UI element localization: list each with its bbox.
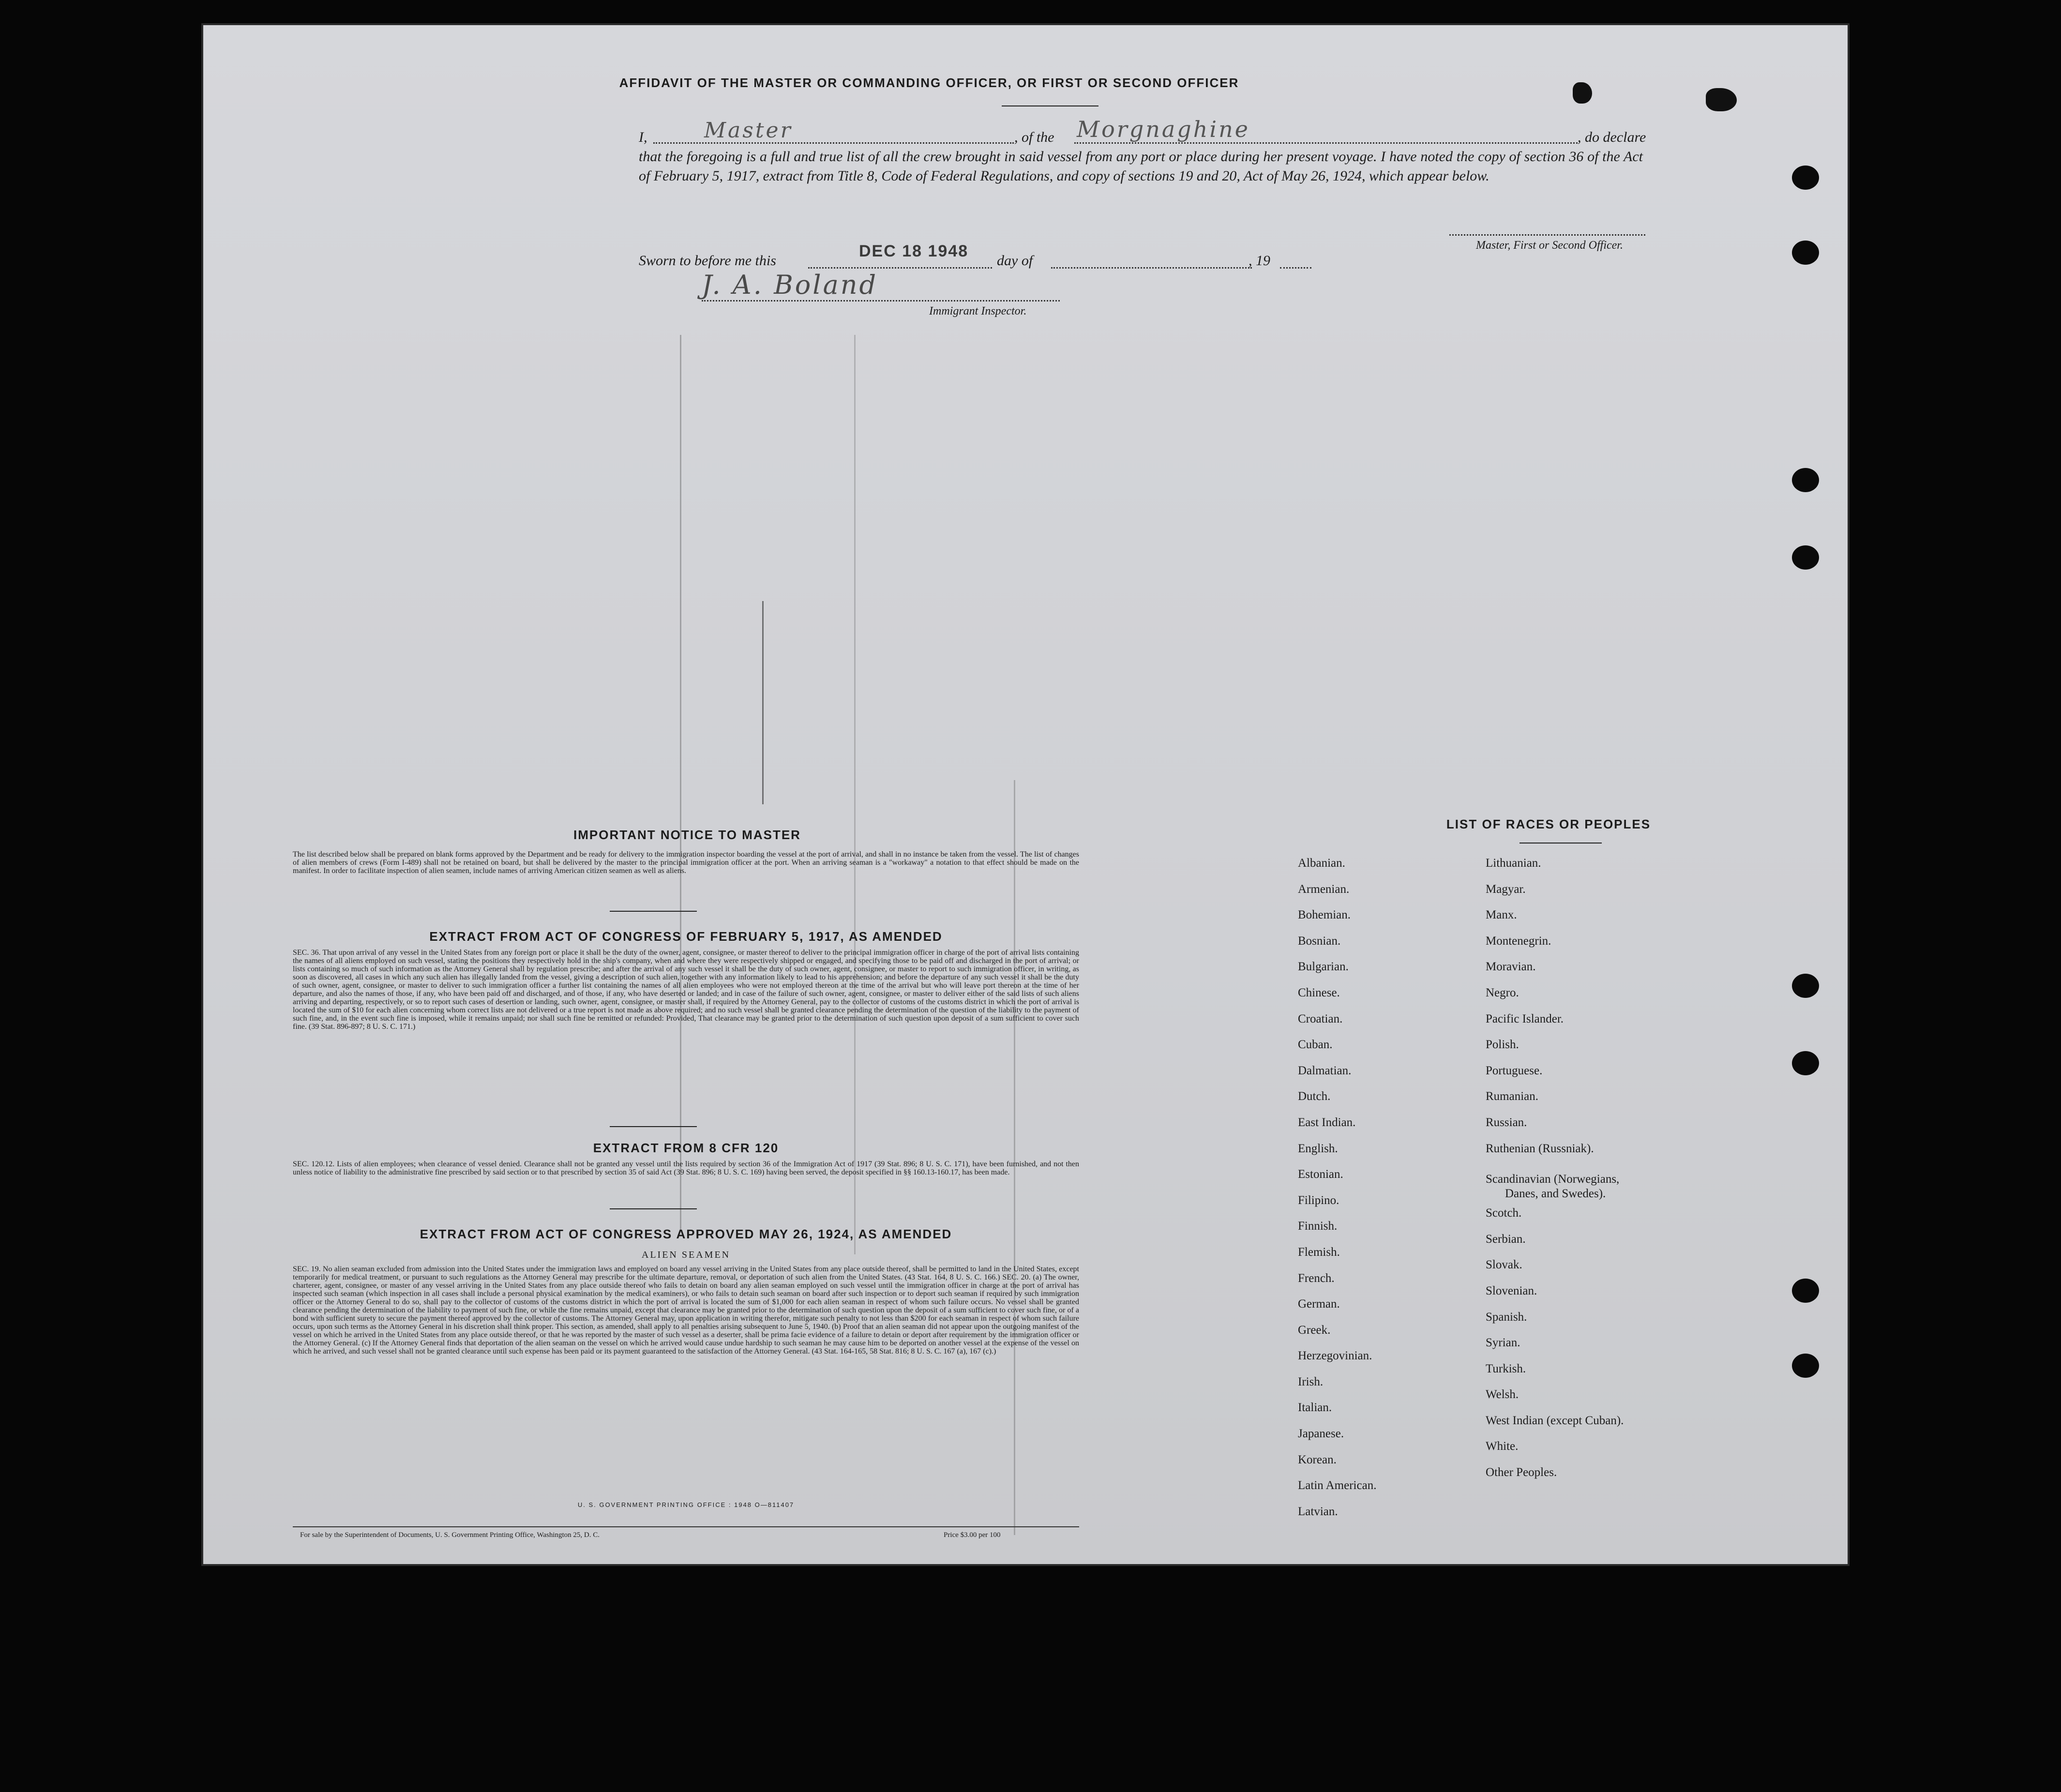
notice-body: The list described below shall be prepared on blank forms approved by the Department and be ready for delivery to the immigration inspector boarding the vessel at the port of arrival, and shall in no instance be taken from the vessel. The list of changes of alien members of crews (Form I-489) shall not be retained on board, but shall be delivered by the master to the principal immigration officer at the port. When an arriving seaman is a "workaway" a notation to that effect should be made on the manifest. In order to facilitate inspection of alien seamen, include names of arriving American citizen seamen as well as aliens. (293, 850, 1079, 875)
divider (610, 911, 697, 912)
race-item: Magyar. (1486, 882, 1526, 896)
affidavit-body: that the foregoing is a full and true list of all the crew brought in said vessel from any port or place during her present voyage. I have noted the copy of section 36 of the Act of February 5, 1917, extract from Title 8, Code of Federal Regulations, and copy of sections 19 and 20, Act of May 26, 1924, which appear below. (639, 149, 1643, 184)
paper-mark (680, 335, 681, 1230)
race-item: Scandinavian (Norwegians, (1486, 1173, 1620, 1186)
sworn-prefix: Sworn to before me this (639, 253, 776, 269)
race-item: Bulgarian. (1298, 960, 1349, 974)
year-prefix: , 19 (1249, 253, 1270, 269)
paper-mark (762, 601, 764, 804)
race-item: Portuguese. (1486, 1064, 1543, 1077)
race-item: Syrian. (1486, 1336, 1520, 1350)
race-item: Montenegrin. (1486, 934, 1551, 948)
race-item: French. (1298, 1271, 1335, 1285)
officer-signature-line (1449, 234, 1645, 236)
officer-caption: Master, First or Second Officer. (1476, 239, 1623, 252)
races-right-column (1486, 857, 1624, 1492)
paper-mark (1014, 780, 1015, 1535)
race-item: West Indian (except Cuban). (1486, 1414, 1624, 1427)
inspector-caption: Immigrant Inspector. (929, 305, 1027, 317)
inspector-line (702, 300, 1060, 301)
race-item: Cuban. (1298, 1038, 1333, 1052)
race-item: Spanish. (1486, 1310, 1527, 1324)
race-item: Japanese. (1298, 1427, 1344, 1441)
race-item: German. (1298, 1297, 1340, 1311)
affidavit-title: AFFIDAVIT OF THE MASTER OR COMMANDING OFFICER, OR FIRST OR SECOND OFFICER (619, 75, 1239, 90)
race-item: Scotch. (1486, 1206, 1522, 1220)
footer-price: Price $3.00 per 100 (944, 1531, 1001, 1539)
race-item: Slovak. (1486, 1258, 1522, 1272)
race-item: Croatian. (1298, 1012, 1343, 1025)
race-item: Filipino. (1298, 1193, 1339, 1207)
race-item: Danes, and Swedes). (1505, 1187, 1606, 1201)
race-item: Ruthenian (Russniak). (1486, 1142, 1594, 1155)
document-page (203, 25, 1848, 1564)
race-item: Serbian. (1486, 1232, 1526, 1246)
race-item: Korean. (1298, 1453, 1337, 1466)
divider (610, 1208, 697, 1209)
binder-hole (1792, 241, 1819, 265)
race-item: Greek. (1298, 1323, 1331, 1337)
race-item: Irish. (1298, 1375, 1324, 1388)
notice-title: IMPORTANT NOTICE TO MASTER (573, 828, 801, 842)
race-item: Polish. (1486, 1038, 1519, 1052)
extract1924-title: EXTRACT FROM ACT OF CONGRESS APPROVED MAY 26, 1924, AS AMENDED (420, 1227, 952, 1241)
binder-hole (1792, 1279, 1819, 1303)
race-item: Welsh. (1486, 1388, 1519, 1401)
inspector-signature: J. A. Boland (702, 270, 878, 300)
extract1917-body: SEC. 36. That upon arrival of any vessel in the United States from any foreign port or place it shall be the duty of the owner, agent, consignee, or master thereof to deliver to the principal immigration officer in charge of the port of arrival lists containing the names of all aliens employed on such vessel, stating the positions they respectively hold in the ship's company, when and where they were respectively shipped or engaged, and specifying those to be paid off and discharged in the port of arrival; or lists containing so much of such information as the Attorney General shall by regulation prescribe; and after the arrival of any such vessel it shall be the duty of such owner, agent, consignee, or master to report to such immigration officer, in writing, as soon as discovered, all cases in which any such alien has illegally landed from the vessel, giving a description of such alien, together with any information likely to lead to his apprehension; and before the departure of any such vessel it shall be the duty of such owner, agent, consignee, or master to deliver to such immigration officer a further list containing the names of all alien employees who were not employed thereon at the time of the arrival but who will leave port thereon at the time of her departure, and also the names of those, if any, who have been paid off and discharged, and of those, if any, who have deserted or landed; and in case of the failure of such owner, agent, consignee, or master to deliver either of the said lists of such aliens arriving and departing, respectively, or so to report such cases of desertion or landing, such owner, agent, consignee, or master shall, if required by the Attorney General, pay to the collector of customs of the customs district in which the port of arrival is located the sum of $10 for each alien concerning whom correct lists are not delivered or a true report is not made as above required; and no such vessel shall be granted clearance pending the determination of the question of the liability to the payment of such fine, and, in the event such fine is imposed, while it remains unpaid; nor shall such fine be remitted or refunded: Provided, That clearance may be granted prior to the determination of such question upon deposit of a sum sufficient to cover such fine. (39 Stat. 896-897; 8 U. S. C. 171.) (293, 949, 1079, 1031)
month-line (1051, 267, 1252, 269)
footer-sale: For sale by the Superintendent of Documents, U. S. Government Printing Office, Washington 25, D. C. (300, 1531, 600, 1539)
binder-hole (1792, 545, 1819, 570)
race-item: Dalmatian. (1298, 1064, 1352, 1077)
binder-hole (1792, 1354, 1819, 1378)
extractcfr-body: SEC. 120.12. Lists of alien employees; when clearance of vessel denied. Clearance shall not be granted any vessel until the lists required by section 36 of the Immigration Act of 1917 (39 Stat. 896; 8 U. S. C. 171), have been furnished, and not then unless notice of liability to the administrative fine prescribed by said section or to that prescribed by section 35 of said Act (39 Stat. 896; 8 U. S. C. 169) having been served, the deposit specified in §§ 160.13-160.17, has been made. (293, 1160, 1079, 1176)
vessel-handwritten: Morgnaghine (1077, 116, 1250, 142)
race-item: Pacific Islander. (1486, 1012, 1564, 1025)
extract1917-title: EXTRACT FROM ACT OF CONGRESS OF FEBRUARY 5, 1917, AS AMENDED (429, 929, 943, 944)
race-item: White. (1486, 1440, 1519, 1453)
ink-blot (1706, 88, 1737, 111)
sworn-day-line (808, 267, 992, 269)
affidavit-of-the: , of the (1014, 129, 1054, 145)
paper-mark (854, 335, 856, 1254)
races-left-column (1298, 857, 1376, 1531)
name-handwritten: Master (704, 118, 793, 143)
binder-hole (1792, 468, 1819, 492)
printer-imprint: U. S. GOVERNMENT PRINTING OFFICE : 1948 O—811407 (577, 1501, 795, 1508)
races-title: LIST OF RACES OR PEOPLES (1446, 817, 1651, 831)
race-item: Turkish. (1486, 1362, 1526, 1375)
race-item: Italian. (1298, 1401, 1332, 1415)
race-item: Finnish. (1298, 1220, 1338, 1233)
extract1924-body: SEC. 19. No alien seaman excluded from admission into the United States under the immigration laws and employed on board any vessel arriving in the United States from any place outside thereof, shall be permitted to land in the United States, except temporarily for medical treatment, or pursuant to such regulations as the Attorney General may prescribe for the ultimate departure, removal, or deportation of such alien from the United States. (43 Stat. 164, 8 U. S. C. 166.) SEC. 20. (a) The owner, charterer, agent, consignee, or master of any vessel arriving in the United States from any place outside thereof who fails to detain on board any alien seaman employed on such vessel until the immigration officer in charge at the port of arrival has inspected such seaman (which inspection in all cases shall include a personal physical examination by the medical examiners), or who fails to detain such seaman on board after such inspection or to deport such seaman if required by such immigration officer or the Attorney General to do so, shall pay to the collector of customs of the customs district in which the port of arrival is located the sum of $1,000 for each alien seaman in respect of whom such failure occurs. No vessel shall be granted clearance pending the determination of the liability to payment of such fine, or while the fine remains unpaid, except that clearance may be granted prior to the determination of such question upon the deposit of a sum sufficient to cover such fine, or of a bond with sufficient surety to secure the payment thereof approved by the collector of customs. The Attorney General may, upon application in writing therefor, mitigate such penalty to not less than $200 for each seaman in respect of whom such failure occurs, upon such terms as the Attorney General in his discretion shall think proper. This section, as amended, shall apply to all penalties arising subsequent to June 5, 1940. (b) Proof that an alien seaman did not appear upon the outgoing manifest of the vessel on which he arrived in the United States from any place outside thereof, or that he was reported by the master of such vessel as a deserter, shall be prima facie evidence of a failure to detain or deport after requirement by the immigration officer or the Attorney General. (c) If the Attorney General finds that deportation of the alien seaman on the vessel on which he arrived would cause undue hardship to such seaman he may cause him to be deported on another vessel at the expense of the vessel on which he arrived, and such vessel shall not be granted clearance until such expense has been paid or its payment guaranteed to the satisfaction of the Attorney General. (43 Stat. 164-165, 58 Stat. 816; 8 U. S. C. 167 (a), 167 (c).) (293, 1265, 1079, 1355)
race-item: Rumanian. (1486, 1090, 1539, 1103)
race-item: Chinese. (1298, 986, 1340, 999)
race-item: Lithuanian. (1486, 857, 1541, 870)
race-item: Negro. (1486, 986, 1519, 999)
race-item: Flemish. (1298, 1245, 1340, 1259)
ink-blot (1573, 82, 1592, 104)
title-underline (1002, 105, 1098, 106)
day-of-label: day of (997, 253, 1033, 269)
extract1924-subtitle: ALIEN SEAMEN (641, 1250, 731, 1260)
race-item: English. (1298, 1142, 1338, 1155)
race-item: Other Peoples. (1486, 1466, 1557, 1479)
binder-hole (1792, 1051, 1819, 1075)
race-item: Dutch. (1298, 1090, 1331, 1103)
sworn-stamp: DEC 18 1948 (859, 242, 969, 260)
year-line (1280, 267, 1311, 269)
vessel-line (1074, 142, 1578, 144)
race-item: Herzegovinian. (1298, 1349, 1372, 1363)
race-item: Armenian. (1298, 882, 1350, 896)
race-item: Latin American. (1298, 1479, 1377, 1492)
race-item: Albanian. (1298, 857, 1345, 870)
race-item: East Indian. (1298, 1115, 1356, 1129)
race-item: Slovenian. (1486, 1284, 1537, 1297)
race-item: Latvian. (1298, 1505, 1338, 1518)
footer-line (293, 1526, 1079, 1527)
divider (610, 1126, 697, 1127)
extractcfr-title: EXTRACT FROM 8 CFR 120 (593, 1141, 779, 1155)
affidavit-declare: , do declare (1578, 129, 1646, 145)
race-item: Russian. (1486, 1115, 1527, 1129)
binder-hole (1792, 166, 1819, 190)
race-item: Bosnian. (1298, 934, 1341, 948)
binder-hole (1792, 974, 1819, 998)
race-item: Moravian. (1486, 960, 1536, 974)
affidavit-i: I, (639, 129, 647, 145)
race-item: Estonian. (1298, 1168, 1343, 1181)
race-item: Manx. (1486, 908, 1517, 922)
race-item: Bohemian. (1298, 908, 1351, 922)
